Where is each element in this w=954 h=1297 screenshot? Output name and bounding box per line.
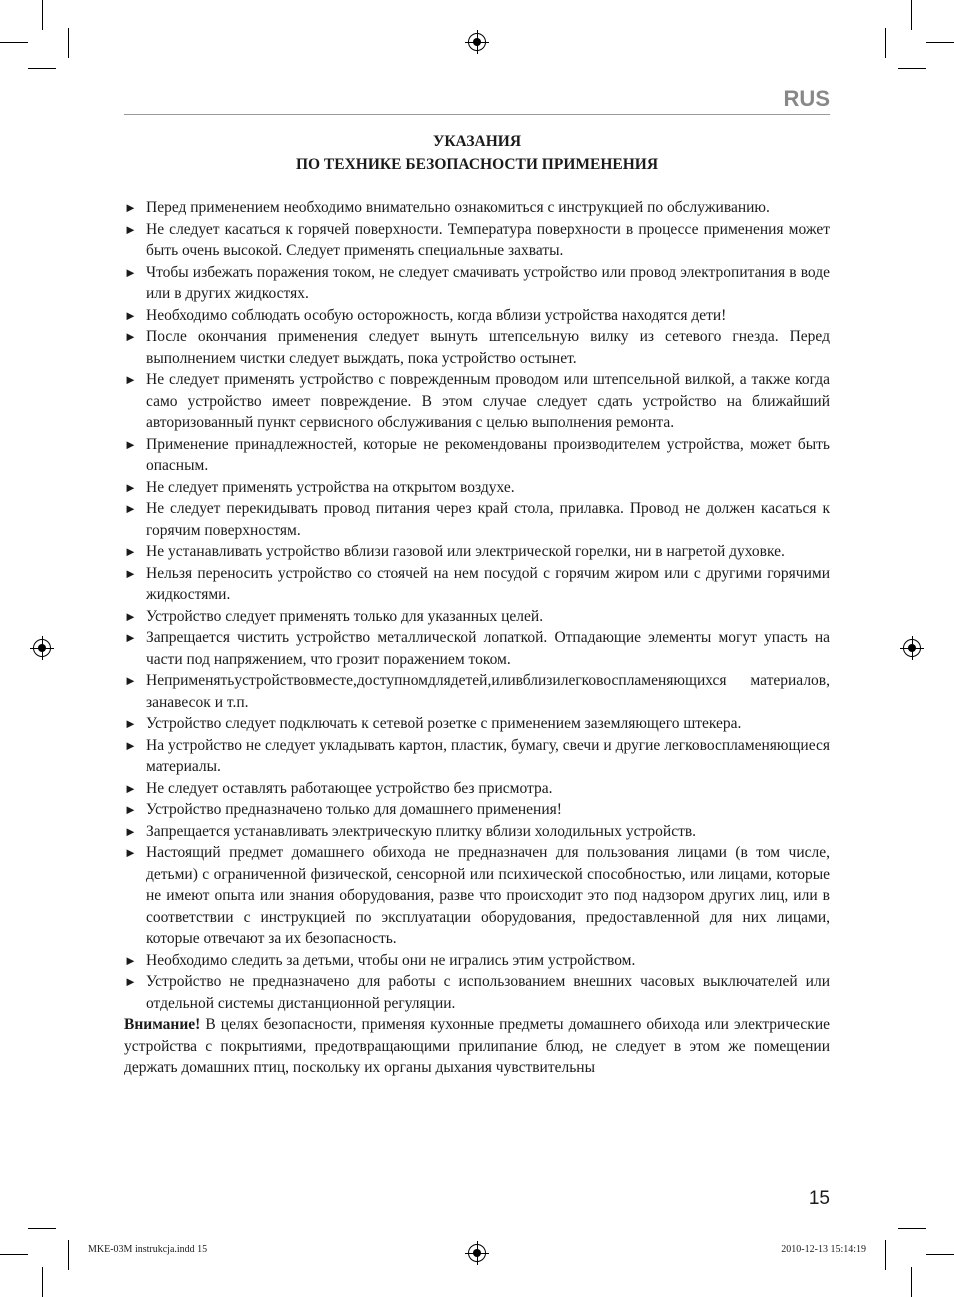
crop-mark bbox=[911, 1267, 912, 1297]
list-item bbox=[124, 778, 830, 800]
bullet-arrow-icon: ► bbox=[124, 501, 137, 516]
list-item-text: Необходимо следить за детьми, чтобы они не игрались этим устройством. bbox=[146, 951, 636, 969]
bullet-arrow-icon: ► bbox=[124, 307, 137, 323]
list-item bbox=[124, 369, 830, 434]
crop-mark bbox=[885, 28, 886, 58]
bullet-arrow-icon: ► bbox=[124, 264, 137, 280]
list-item bbox=[124, 950, 830, 972]
list-item bbox=[124, 842, 830, 950]
crop-mark bbox=[0, 42, 28, 43]
title-line-2: ПО ТЕХНИКЕ БЕЗОПАСНОСТИ ПРИМЕНЕНИЯ bbox=[295, 156, 659, 173]
list-item-text: Устройство следует применять только для указанных целей. bbox=[146, 607, 544, 625]
registration-mark-icon bbox=[903, 639, 921, 657]
language-code: RUS bbox=[783, 86, 830, 111]
bullet-arrow-icon: ► bbox=[124, 544, 137, 559]
list-item bbox=[124, 197, 830, 219]
bullet-arrow-icon: ► bbox=[124, 802, 137, 817]
list-item bbox=[124, 735, 830, 778]
safety-list bbox=[124, 197, 830, 1014]
list-item-text: Необходимо соблюдать особую осторожность, когда вблизи устройства находятся дети! bbox=[146, 306, 727, 324]
bullet-arrow-icon: ► bbox=[124, 329, 137, 344]
crop-mark bbox=[28, 68, 56, 69]
attention-label: Внимание! bbox=[124, 1016, 201, 1033]
bullet-arrow-icon: ► bbox=[124, 823, 137, 839]
list-item bbox=[124, 477, 830, 499]
bullet-arrow-icon: ► bbox=[124, 436, 137, 452]
crop-mark bbox=[68, 28, 69, 58]
crop-mark bbox=[42, 0, 43, 30]
header-rule bbox=[124, 114, 830, 115]
list-item bbox=[124, 541, 830, 563]
bullet-arrow-icon: ► bbox=[124, 200, 137, 215]
list-item-text: Настоящий предмет домашнего обихода не предназначен для пользования лицами (в том числе, детьми) с ограниченной физической, сенсорной или психической способностью, или лицами, которые не имеют опыта или знания оборудования, разве что происходит это под надзором других лиц, или в соответствии с инструкцией по эксплуатации оборудования, предоставленной для них лицами, которые отвечают за их безопасность. bbox=[146, 844, 830, 947]
crop-mark bbox=[911, 0, 912, 30]
list-item-text: На устройство не следует укладывать картон, пластик, бумагу, свечи и другие легковоспламеняющиеся материалы. bbox=[146, 736, 830, 775]
bullet-arrow-icon: ► bbox=[124, 673, 137, 688]
page-title bbox=[124, 130, 830, 176]
bullet-arrow-icon: ► bbox=[124, 630, 137, 645]
list-item bbox=[124, 627, 830, 670]
list-item bbox=[124, 326, 830, 369]
bullet-arrow-icon: ► bbox=[124, 845, 137, 860]
attention-note bbox=[124, 1014, 830, 1079]
list-item bbox=[124, 498, 830, 541]
crop-mark bbox=[0, 1254, 28, 1255]
registration-mark-icon bbox=[468, 33, 486, 51]
bullet-arrow-icon: ► bbox=[124, 372, 137, 387]
crop-mark bbox=[926, 42, 954, 43]
footer-datetime: 2010-12-13 15:14:19 bbox=[781, 1244, 866, 1255]
list-item-text: Неприменятьустройствовместе,доступномдлядетей,иливблизилегковоспламеняющихся материалов, занавесок и т.п. bbox=[146, 672, 830, 711]
list-item bbox=[124, 713, 830, 735]
bullet-arrow-icon: ► bbox=[124, 565, 137, 581]
list-item-text: Не следует перекидывать провод питания через край стола, прилавка. Провод не должен касаться к горячим поверхностям. bbox=[146, 500, 830, 539]
page-number: 15 bbox=[808, 1188, 830, 1209]
list-item bbox=[124, 262, 830, 305]
bullet-arrow-icon: ► bbox=[124, 221, 137, 237]
bullet-arrow-icon: ► bbox=[124, 608, 137, 624]
list-item-text: Запрещается чистить устройство металлической лопаткой. Отпадающие элементы могут упасть на части под напряжением, что грозит поражением током. bbox=[146, 629, 830, 668]
list-item bbox=[124, 670, 830, 713]
crop-mark bbox=[885, 1240, 886, 1270]
list-item bbox=[124, 606, 830, 628]
bullet-arrow-icon: ► bbox=[124, 716, 137, 731]
list-item-text: После окончания применения следует вынуть штепсельную вилку из сетевого гнезда. Перед выполнением чистки следует выждать, пока устройство остынет. bbox=[146, 328, 830, 367]
list-item bbox=[124, 971, 830, 1014]
list-item-text: Чтобы избежать поражения током, не следует смачивать устройство или провод электропитания в воде или в других жидкостях. bbox=[146, 263, 830, 302]
list-item bbox=[124, 305, 830, 327]
bullet-arrow-icon: ► bbox=[124, 974, 137, 989]
crop-mark bbox=[898, 68, 926, 69]
list-item-text: Не следует оставлять работающее устройство без присмотра. bbox=[146, 779, 553, 797]
list-item bbox=[124, 563, 830, 606]
bullet-arrow-icon: ► bbox=[124, 479, 137, 495]
list-item-text: Нельзя переносить устройство со стоячей на нем посудой с горячим жиром или с другими горячими жидкостями. bbox=[146, 564, 830, 603]
crop-mark bbox=[28, 1228, 56, 1229]
bullet-arrow-icon: ► bbox=[124, 737, 137, 753]
attention-text: В целях безопасности, применяя кухонные предметы домашнего обихода или электрические устройства с покрытиями, предотвращающими прилипание блюд, не следует в этом же помещении держать домашних птиц, поскольку их органы дыхания чувствительны bbox=[124, 1016, 830, 1076]
safety-content bbox=[124, 197, 830, 1079]
registration-mark-icon bbox=[468, 1244, 486, 1262]
list-item-text: Устройство не предназначено для работы с использованием внешних часовых выключателей или отдельной системы дистанционной регуляции. bbox=[146, 973, 830, 1012]
bullet-arrow-icon: ► bbox=[124, 952, 137, 968]
list-item-text: Устройство предназначено только для домашнего применения! bbox=[146, 801, 562, 818]
registration-mark-icon bbox=[33, 639, 51, 657]
crop-mark bbox=[42, 1267, 43, 1297]
crop-mark bbox=[926, 1254, 954, 1255]
title-line-1: УКАЗАНИЯ bbox=[432, 133, 522, 150]
list-item bbox=[124, 799, 830, 821]
list-item-text: Не следует применять устройство с поврежденным проводом или штепсельной вилкой, а также когда само устройство имеет повреждение. В этом случае следует сдать устройство на ближайший авторизованный пункт сервисного обслуживания с целью выполнения ремонта. bbox=[146, 371, 830, 431]
crop-mark bbox=[898, 1228, 926, 1229]
list-item bbox=[124, 434, 830, 477]
list-item-text: Не следует применять устройства на открытом воздухе. bbox=[146, 478, 515, 496]
list-item bbox=[124, 821, 830, 843]
list-item bbox=[124, 219, 830, 262]
list-item-text: Запрещается устанавливать электрическую плитку вблизи холодильных устройств. bbox=[146, 822, 697, 840]
list-item-text: Не следует касаться к горячей поверхности. Температура поверхности в процессе применения может быть очень высокой. Следует применять специальные захваты. bbox=[146, 220, 830, 259]
list-item-text: Не устанавливать устройство вблизи газовой или электрической горелки, ни в нагретой духовке. bbox=[146, 543, 785, 560]
list-item-text: Устройство следует подключать к сетевой розетке с применением заземляющего штекера. bbox=[146, 715, 742, 732]
footer-file: MKE-03M instrukcja.indd 15 bbox=[88, 1244, 208, 1255]
list-item-text: Применение принадлежностей, которые не рекомендованы производителем устройства, может быть опасным. bbox=[146, 435, 830, 474]
list-item-text: Перед применением необходимо внимательно ознакомиться с инструкцией по обслуживанию. bbox=[146, 199, 770, 216]
crop-mark bbox=[68, 1240, 69, 1270]
bullet-arrow-icon: ► bbox=[124, 780, 137, 796]
